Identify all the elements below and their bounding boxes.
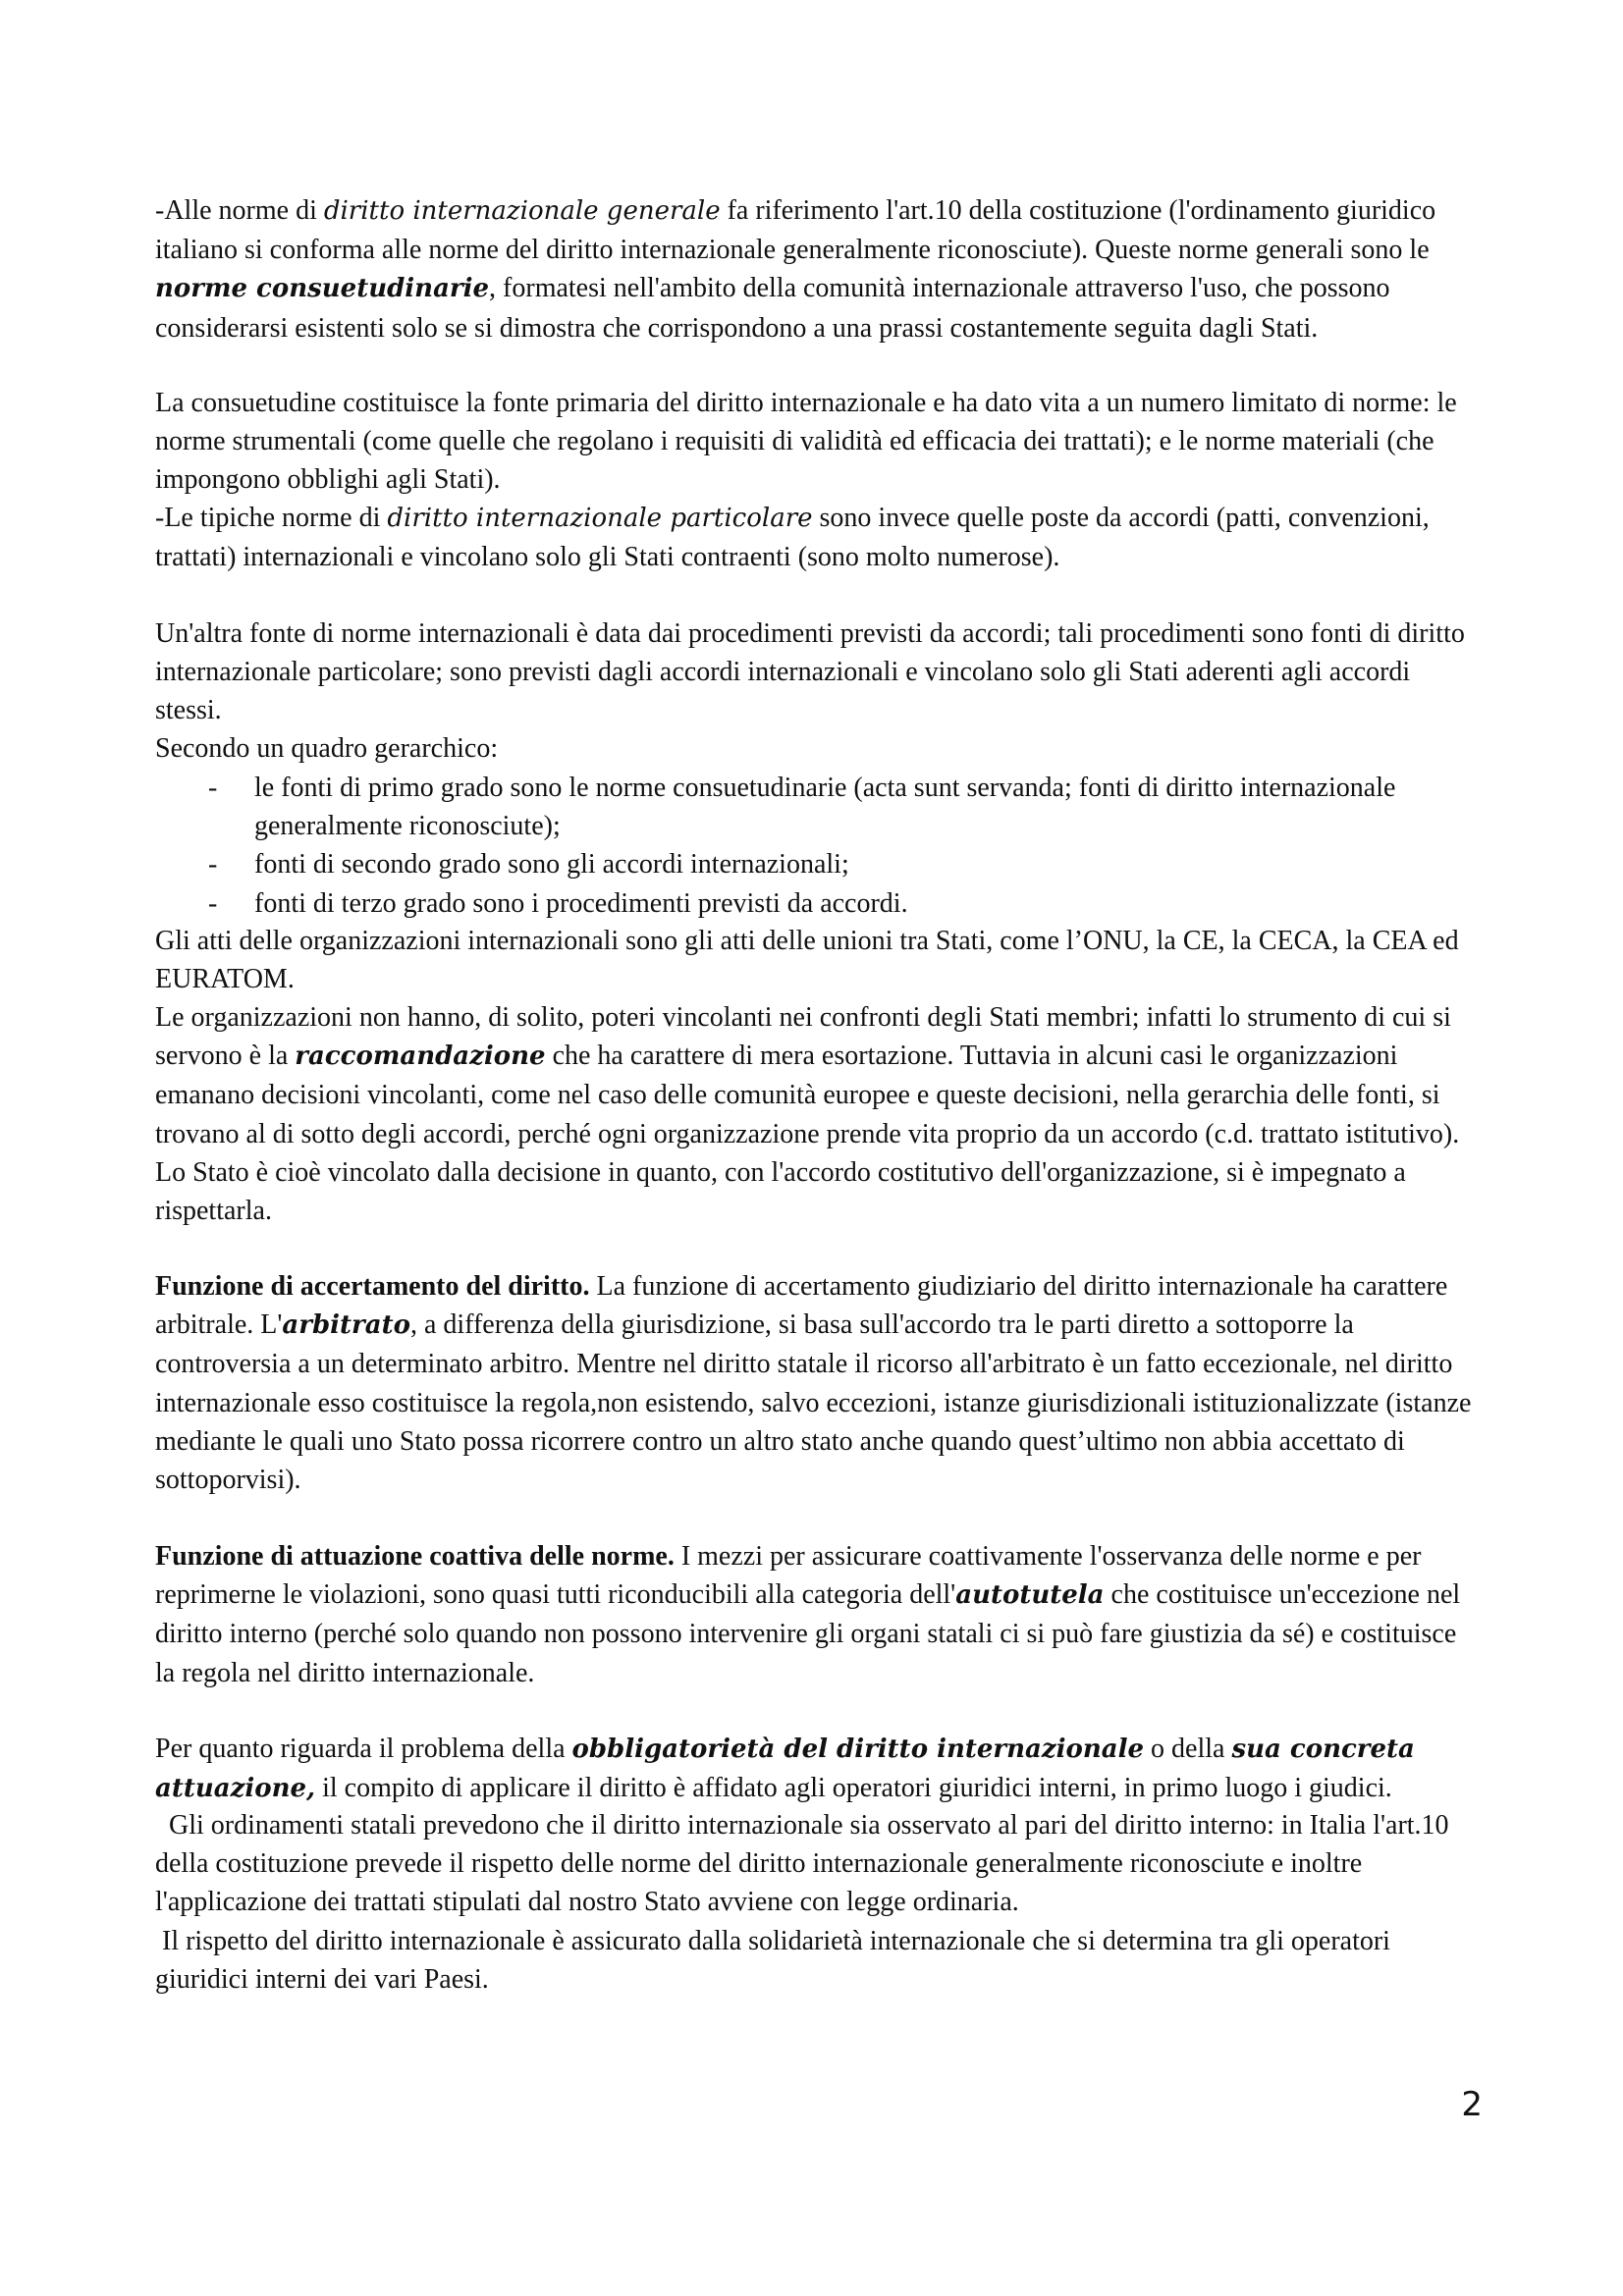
paragraph-ordinamenti-statali: Gli ordinamenti statali prevedono che il diritto internazionale sia osservato al pari del diritto interno: in Italia l'art.10 della costituzione prevede il rispetto delle norme del diritto internazionale generalmente riconosciute e inoltre l'applicazione dei trattati stipulati dal nostro Stato avviene con legge ordinaria. (155, 1810, 1456, 1918)
italic-term: diritto internazionale generale (323, 196, 721, 226)
list-item: - le fonti di primo grado sono le norme consuetudinarie (acta sunt servanda; fonti di diritto internazionale generalmente riconosciute); (155, 769, 1483, 845)
list-dash: - (208, 773, 218, 803)
paragraph-quadro-gerarchico: Secondo un quadro gerarchico: (155, 733, 499, 764)
paragraph-obbligatorieta: Per quanto riguarda il problema della obbligatorietà del diritto internazionale o della sua concreta attuazione, il compito di applicare il diritto è affidato agli operatori giuridici interni, in primo luogo i giudici. (155, 1734, 1415, 1804)
list-dash: - (208, 849, 218, 881)
italic-term: diritto internazionale particolare (387, 504, 813, 533)
list-item: - fonti di terzo grado sono i procedimenti previsti da accordi. (155, 884, 1483, 923)
paragraph-diritto-generale: -Alle norme di diritto internazionale generale fa riferimento l'art.10 della costituzione (l'ordinamento giuridico italiano si conforma alle norme del diritto internazionale generalmente riconosciute). Queste norme generali sono le norme consuetudinarie, formatesi nell'ambito della comunità internazionale attraverso l'uso, che possono considerarsi esistenti solo se si dimostra che corrispondono a una prassi costantemente seguita dagli Stati. (155, 195, 1436, 344)
paragraph-rispetto: Il rispetto del diritto internazionale è assicurato dalla solidarietà internazionale che si determina tra gli operatori giuridici interni dei vari Paesi. (155, 1926, 1397, 1996)
paragraph-atti-organizzazioni: Gli atti delle organizzazioni internazionali sono gli atti delle unioni tra Stati, come l’ONU, la CE, la CECA, la CEA ed EURATOM. (155, 926, 1459, 995)
section-heading: Funzione di attuazione coattiva delle norme. (155, 1541, 675, 1572)
section-heading: Funzione di accertamento del diritto. (155, 1271, 590, 1302)
paragraph-accertamento: Funzione di accertamento del diritto. La funzione di accertamento giudiziario del diritto internazionale ha carattere arbitrale. L'arbitrato, a differenza della giurisdizione, si basa sull'accordo tra le parti diretto a sottoporre la controversia a un determinato arbitro. Mentre nel diritto statale il ricorso all'arbitrato è un fatto eccezionale, nel diritto internazionale esso costituisce la regola,non esistendo, salvo eccezioni, istanze giurisdizionali istituzionalizzate (istanze mediante le quali uno Stato possa ricorrere contro un altro stato anche quando quest’ultimo non abbia accettato di sottoporvisi). (155, 1271, 1472, 1496)
paragraph-procedimenti: Un'altra fonte di norme internazionali è data dai procedimenti previsti da accordi; tali procedimenti sono fonti di diritto internazionale particolare; sono previsti dagli accordi internazionali e vincolano solo gli Stati aderenti agli accordi stessi. (155, 618, 1465, 726)
bold-italic-term: arbitrato (282, 1310, 410, 1341)
list-item: - fonti di secondo grado sono gli accordi internazionali; (155, 845, 1483, 883)
list-dash: - (208, 887, 218, 919)
bold-italic-term: obbligatorietà del diritto internazionale (571, 1735, 1145, 1764)
paragraph-consuetudine: La consuetudine costituisce la fonte primaria del diritto internazionale e ha dato vita a un numero limitato di norme: le norme strumentali (come quelle che regolano i requisiti di validità ed efficacia dei trattati); e le norme materiali (che impongono obblighi agli Stati). (155, 388, 1457, 496)
bold-italic-term: raccomandazione (295, 1041, 546, 1072)
page-number: 2 (1461, 2085, 1483, 2124)
bold-italic-term: autotutela (955, 1580, 1105, 1611)
hierarchy-list (155, 769, 1483, 923)
bold-italic-term: norme consuetudinarie (155, 274, 490, 304)
paragraph-organizzazioni: Le organizzazioni non hanno, di solito, poteri vincolanti nei confronti degli Stati membri; infatti lo strumento di cui si servono è la raccomandazione che ha carattere di mera esortazione. Tuttavia in alcuni casi le organizzazioni emanano decisioni vincolanti, come nel caso delle comunità europee e queste decisioni, nella gerarchia delle fonti, si trovano al di sotto degli accordi, perché ogni organizzazione prende vita proprio da un accordo (c.d. trattato istitutivo). Lo Stato è cioè vincolato dalla decisione in quanto, con l'accordo costitutivo dell'organizzazione, si è impegnato a rispettarla. (155, 1002, 1460, 1227)
paragraph-diritto-particolare: -Le tipiche norme di diritto internazionale particolare sono invece quelle poste da accordi (patti, convenzioni, trattati) internazionali e vincolano solo gli Stati contraenti (sono molto numerose). (155, 503, 1430, 573)
paragraph-attuazione-coattiva: Funzione di attuazione coattiva delle norme. I mezzi per assicurare coattivamente l'osservanza delle norme e per reprimerne le violazioni, sono quasi tutti riconducibili alla categoria dell'autotutela che costituisce un'eccezione nel diritto interno (perché solo quando non possono intervenire gli organi statali ci si può fare giustizia da sé) e costituisce la regola nel diritto internazionale. (155, 1541, 1461, 1688)
bold-italic-term: sua concreta attuazione, (155, 1735, 1415, 1804)
